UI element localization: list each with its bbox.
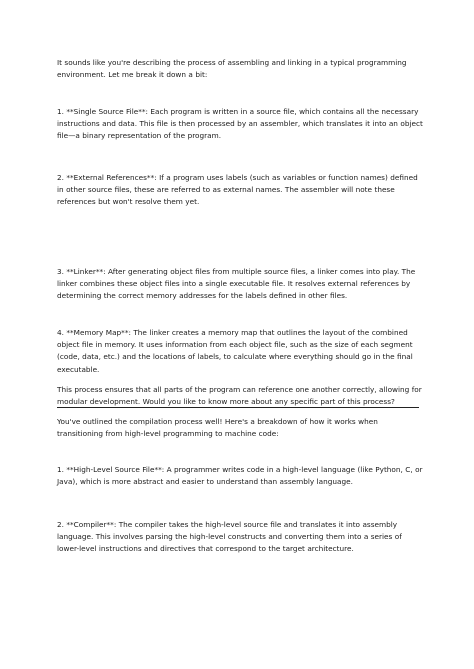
linker-paragraph: 3. **Linker**: After generating object files from multiple source files, a linker comes into play. The linker combines these object files into a single executable file. It resolves external references by determining the correct memory addresses for the labels defined in other files. xyxy=(57,267,416,301)
compilation-intro-paragraph: You've outlined the compilation process well! Here's a breakdown of how it works when transitioning from high-level programming to machine code: xyxy=(57,417,378,439)
section-divider xyxy=(57,407,419,408)
summary-paragraph: This process ensures that all parts of the program can reference one another correctly, allowing for modular development. Would you like to know more about any specific part of this process? xyxy=(57,385,422,407)
single-source-file-paragraph: 1. **Single Source File**: Each program is written in a source file, which contains all the necessary instructions and data. This file is then processed by an assembler, which translates it into an object file—a binary representation of the program. xyxy=(57,107,423,141)
memory-map-paragraph: 4. **Memory Map**: The linker creates a memory map that outlines the layout of the combined object file in memory. It uses information from each object file, such as the size of each segment (code, data, etc.) and the locations of labels, to calculate where everything should go in the final executable. xyxy=(57,328,413,374)
intro-paragraph: It sounds like you're describing the process of assembling and linking in a typical programming environment. Let me break it down a bit: xyxy=(57,58,407,80)
high-level-source-paragraph: 1. **High-Level Source File**: A programmer writes code in a high-level language (like Python, C, or Java), which is more abstract and easier to understand than assembly language. xyxy=(57,465,423,487)
compiler-paragraph: 2. **Compiler**: The compiler takes the high-level source file and translates it into assembly language. This involves parsing the high-level constructs and converting them into a series of lower-level instructions and directives that correspond to the target architecture. xyxy=(57,520,402,554)
external-references-paragraph: 2. **External References**: If a program uses labels (such as variables or function names) defined in other source files, these are referred to as external names. The assembler will note these references but won't resolve them yet. xyxy=(57,173,418,207)
